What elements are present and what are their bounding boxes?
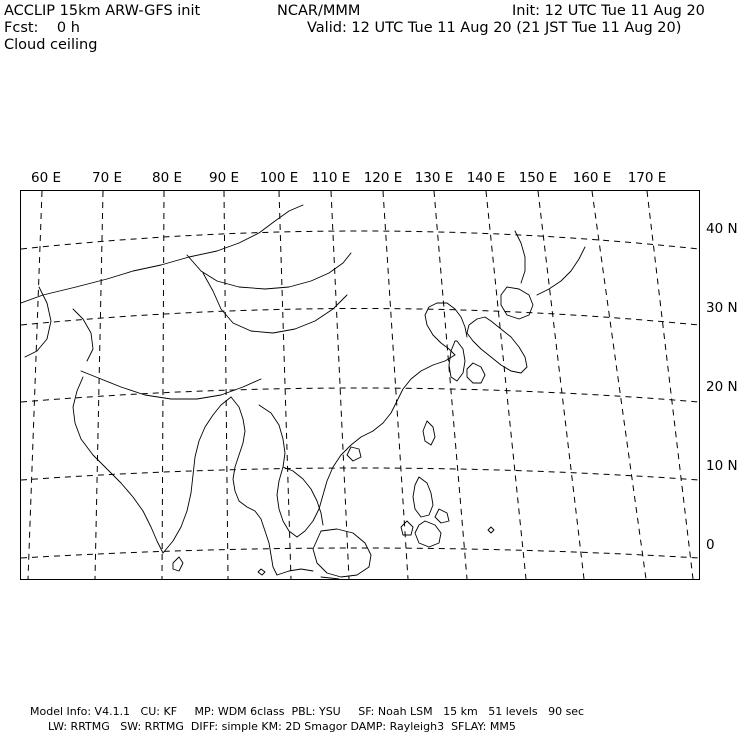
lon-tick-label: 160 E <box>572 170 612 186</box>
lat-tick-label: 10 N <box>706 458 738 474</box>
lon-tick-label: 140 E <box>466 170 506 186</box>
lat-tick-label: 30 N <box>706 300 738 316</box>
init-time: Init: 12 UTC Tue 11 Aug 20 <box>512 3 705 19</box>
forecast-hour: Fcst: 0 h <box>4 20 80 36</box>
model-title: ACCLIP 15km ARW-GFS init <box>4 3 201 19</box>
lon-tick-label: 100 E <box>259 170 299 186</box>
field-name: Cloud ceiling <box>4 37 98 53</box>
map-canvas <box>21 191 699 579</box>
lon-tick-label: 80 E <box>152 170 182 186</box>
valid-time: Valid: 12 UTC Tue 11 Aug 20 (21 JST Tue 11 Aug 20) <box>307 20 682 36</box>
lon-tick-label: 70 E <box>92 170 122 186</box>
lat-tick-label: 0 <box>706 537 715 553</box>
lon-tick-label: 90 E <box>209 170 239 186</box>
coastlines <box>21 205 585 579</box>
lon-tick-label: 170 E <box>627 170 667 186</box>
lon-tick-label: 60 E <box>31 170 61 186</box>
lat-tick-label: 40 N <box>706 221 738 237</box>
lat-tick-label: 20 N <box>706 379 738 395</box>
graticule <box>21 191 699 579</box>
lon-tick-label: 130 E <box>414 170 454 186</box>
model-info-line-2: LW: RRTMG SW: RRTMG DIFF: simple KM: 2D Smagor DAMP: Rayleigh3 SFLAY: MM5 <box>48 720 516 733</box>
lon-tick-label: 120 E <box>363 170 403 186</box>
lon-tick-label: 110 E <box>311 170 351 186</box>
lon-tick-label: 150 E <box>518 170 558 186</box>
model-info-line-1: Model Info: V4.1.1 CU: KF MP: WDM 6class PBL: YSU SF: Noah LSM 15 km 51 levels 90 sec <box>30 705 585 718</box>
center-name: NCAR/MMM <box>277 3 361 19</box>
map-panel[interactable] <box>20 190 700 580</box>
